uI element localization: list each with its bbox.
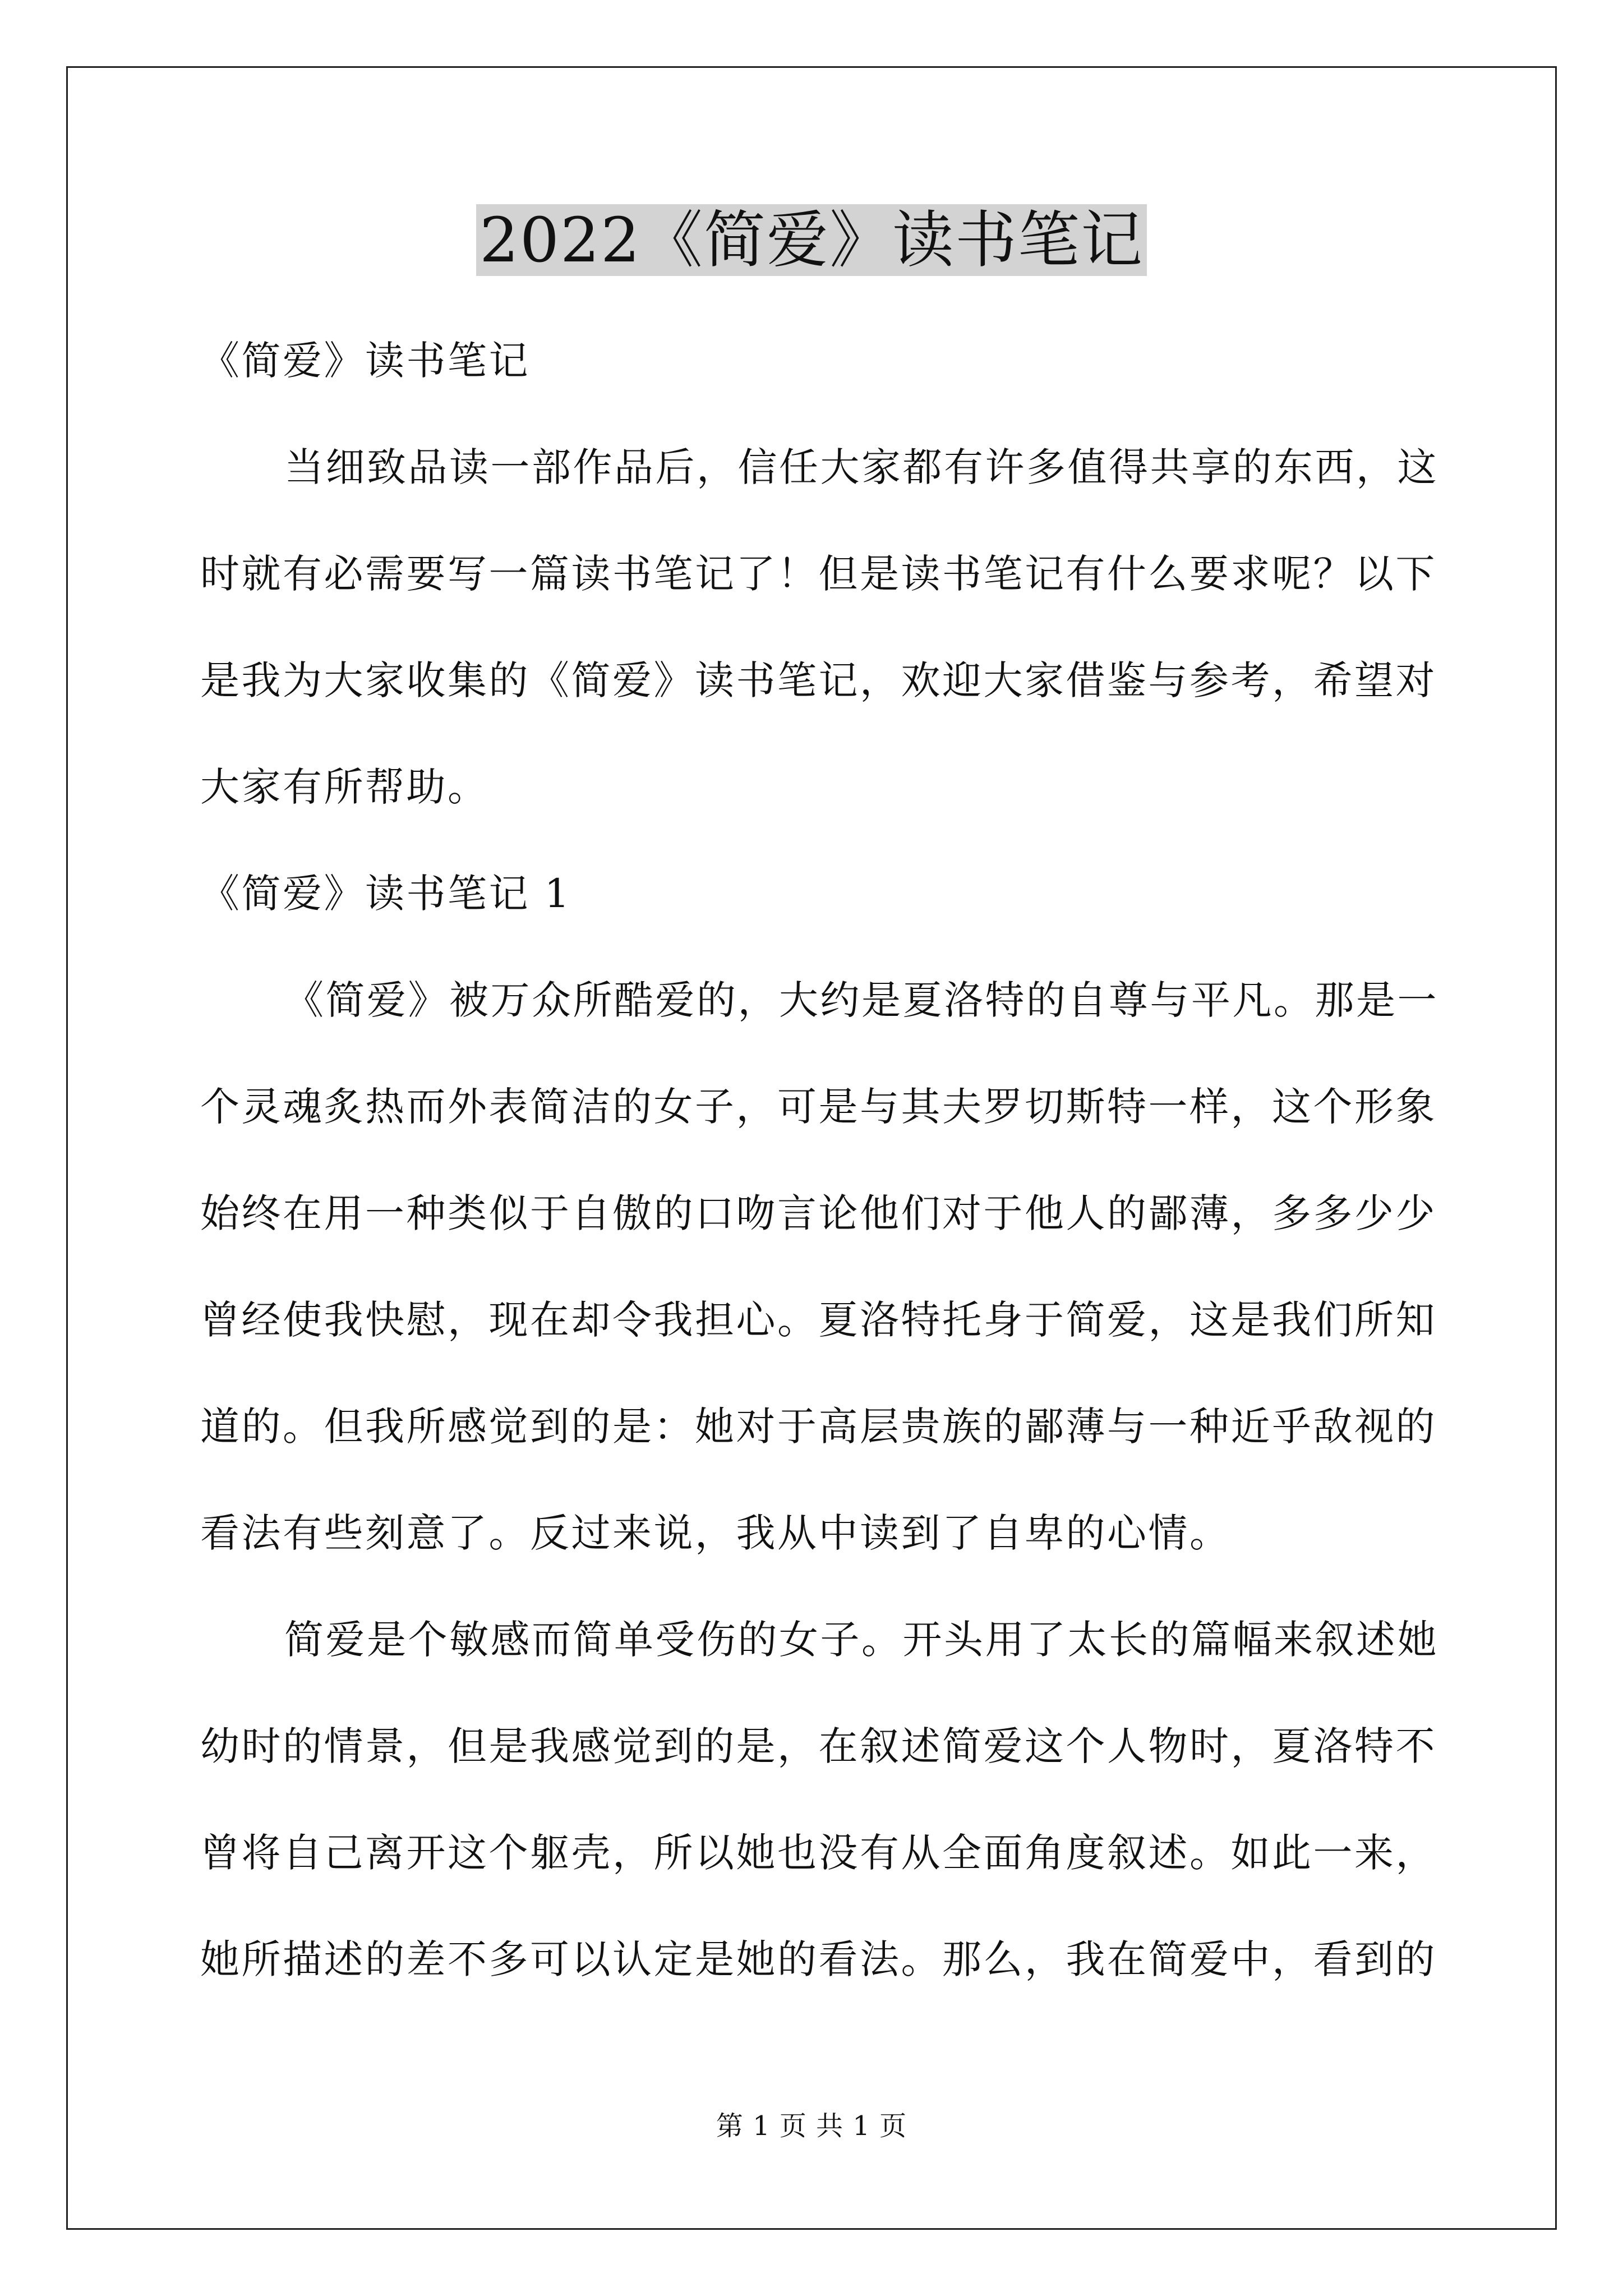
body-line: 曾将自己离开这个躯壳，所以她也没有从全面角度叙述。如此一来， — [200, 1830, 1437, 1876]
page-footer: 第 1 页 共 1 页 — [716, 2110, 907, 2142]
section-heading: 《简爱》读书笔记 — [200, 338, 530, 384]
body-line: 看法有些刻意了。反过来说，我从中读到了自卑的心情。 — [200, 1510, 1231, 1556]
body-line: 《简爱》被万众所酷爱的，大约是夏洛特的自尊与平凡。那是一 — [284, 977, 1438, 1023]
body-line: 当细致品读一部作品后，信任大家都有许多值得共享的东西，这 — [284, 444, 1438, 490]
section-heading: 《简爱》读书笔记 1 — [200, 871, 571, 917]
body-line: 个灵魂炙热而外表简洁的女子，可是与其夫罗切斯特一样，这个形象 — [200, 1084, 1437, 1130]
body-line: 大家有所帮助。 — [200, 764, 489, 810]
body-line: 道的。但我所感觉到的是：她对于高层贵族的鄙薄与一种近乎敌视的 — [200, 1404, 1437, 1450]
body-line: 时就有必需要写一篇读书笔记了！但是读书笔记有什么要求呢？以下 — [200, 551, 1437, 597]
body-line: 简爱是个敏感而简单受伤的女子。开头用了太长的篇幅来叙述她 — [284, 1617, 1438, 1663]
document-body — [200, 307, 1438, 2013]
body-line: 她所描述的差不多可以认定是她的看法。那么，我在简爱中，看到的 — [200, 1936, 1437, 1982]
document-title — [0, 202, 1623, 278]
body-line: 曾经使我快慰，现在却令我担心。夏洛特托身于简爱，这是我们所知 — [200, 1297, 1437, 1343]
body-line: 始终在用一种类似于自傲的口吻言论他们对于他人的鄙薄，多多少少 — [200, 1190, 1437, 1236]
title-text: 2022《简爱》读书笔记 — [476, 204, 1147, 276]
body-line: 幼时的情景，但是我感觉到的是，在叙述简爱这个人物时，夏洛特不 — [200, 1723, 1437, 1769]
body-line: 是我为大家收集的《简爱》读书笔记，欢迎大家借鉴与参考，希望对 — [200, 657, 1437, 703]
